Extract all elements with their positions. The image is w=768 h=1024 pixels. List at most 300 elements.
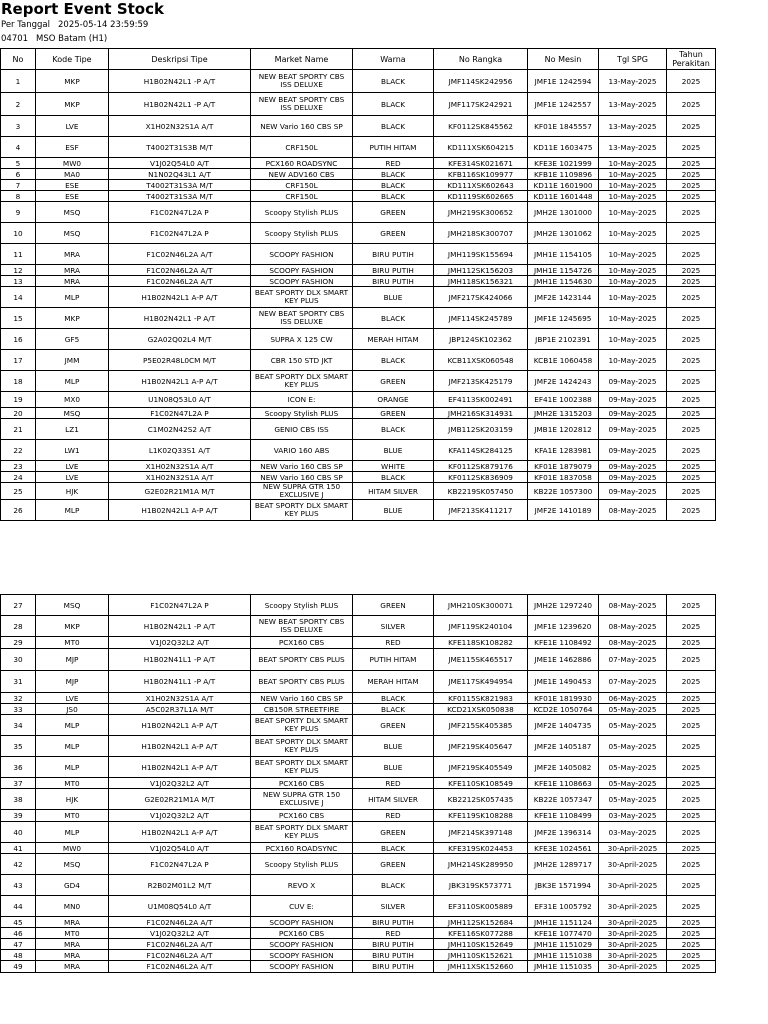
cell-no: 44 <box>1 896 36 917</box>
cell-market-name: PCX160 CBS <box>251 778 353 789</box>
table-row <box>1 896 716 917</box>
cell-market-name: PCX160 ROADSYNC <box>251 158 353 169</box>
cell-no-rangka: KFB116SK109977 <box>434 169 528 180</box>
cell-warna: GREEN <box>353 202 434 223</box>
cell-kode-tipe: MSQ <box>36 202 109 223</box>
cell-warna: RED <box>353 778 434 789</box>
cell-market-name: BEAT SPORTY CBS PLUS <box>251 671 353 693</box>
cell-no: 27 <box>1 595 36 616</box>
cell-no-rangka: JBP124SK102362 <box>434 329 528 350</box>
cell-no-rangka: KFE116SK077288 <box>434 928 528 939</box>
dealer-line <box>1 34 115 44</box>
cell-no-rangka: KD111XSK604215 <box>434 137 528 158</box>
cell-deskripsi-tipe: C1M02N42S2 A/T <box>109 419 251 440</box>
cell-no-mesin: KF01E 1845557 <box>528 116 599 137</box>
cell-kode-tipe: MT0 <box>36 928 109 939</box>
cell-kode-tipe: MRA <box>36 244 109 265</box>
cell-tgl-spg: 05-May-2025 <box>599 704 667 715</box>
cell-market-name: CRF150L <box>251 180 353 191</box>
cell-market-name: PCX160 CBS <box>251 810 353 822</box>
cell-no: 3 <box>1 116 36 137</box>
cell-tgl-spg: 05-May-2025 <box>599 736 667 757</box>
cell-market-name: BEAT SPORTY DLX SMART KEY PLUS <box>251 715 353 736</box>
cell-no-rangka: JMF219SK405549 <box>434 757 528 778</box>
cell-no-mesin: KFA1E 1283981 <box>528 440 599 461</box>
table-row <box>1 408 716 419</box>
cell-warna: BLACK <box>353 70 434 93</box>
cell-deskripsi-tipe: F1C02N46L2A A/T <box>109 939 251 950</box>
cell-tgl-spg: 10-May-2025 <box>599 350 667 371</box>
cell-deskripsi-tipe: H1B02N42L1 -P A/T <box>109 93 251 116</box>
cell-no-mesin: KB22E 1057347 <box>528 789 599 810</box>
cell-deskripsi-tipe: R2B02M01L2 M/T <box>109 875 251 896</box>
cell-no-rangka: KFE118SK108282 <box>434 637 528 649</box>
cell-tgl-spg: 05-May-2025 <box>599 715 667 736</box>
cell-warna: BLACK <box>353 419 434 440</box>
cell-no: 37 <box>1 778 36 789</box>
cell-deskripsi-tipe: V1J02Q32L2 A/T <box>109 778 251 789</box>
cell-tahun-perakitan: 2025 <box>667 70 716 93</box>
cell-no-rangka: JMH118SK156321 <box>434 276 528 287</box>
cell-no-rangka: EF3110SK005889 <box>434 896 528 917</box>
cell-deskripsi-tipe: G2E02R21M1A M/T <box>109 789 251 810</box>
cell-warna: GREEN <box>353 822 434 843</box>
cell-market-name: Scoopy Stylish PLUS <box>251 595 353 616</box>
table-row <box>1 287 716 308</box>
column-header-market-name: Market Name <box>251 49 353 70</box>
cell-tgl-spg: 30-April-2025 <box>599 928 667 939</box>
cell-no-mesin: JMF2E 1424243 <box>528 371 599 392</box>
table-row <box>1 461 716 472</box>
cell-warna: MERAH HITAM <box>353 671 434 693</box>
cell-no-mesin: JMH1E 1154105 <box>528 244 599 265</box>
cell-warna: BLACK <box>353 93 434 116</box>
cell-tahun-perakitan: 2025 <box>667 637 716 649</box>
cell-no: 14 <box>1 287 36 308</box>
cell-kode-tipe: MLP <box>36 371 109 392</box>
cell-tgl-spg: 30-April-2025 <box>599 854 667 875</box>
cell-no: 31 <box>1 671 36 693</box>
cell-no-mesin: KD11E 1601448 <box>528 191 599 202</box>
cell-market-name: VARIO 160 ABS <box>251 440 353 461</box>
table-row <box>1 500 716 521</box>
cell-no-rangka: JMF117SK242921 <box>434 93 528 116</box>
cell-tgl-spg: 10-May-2025 <box>599 180 667 191</box>
cell-market-name: PCX160 CBS <box>251 637 353 649</box>
cell-no: 26 <box>1 500 36 521</box>
cell-no: 18 <box>1 371 36 392</box>
cell-market-name: NEW SUPRA GTR 150 EXCLUSIVE J <box>251 789 353 810</box>
cell-no: 34 <box>1 715 36 736</box>
cell-market-name: Scoopy Stylish PLUS <box>251 854 353 875</box>
cell-deskripsi-tipe: G2A02Q02L4 M/T <box>109 329 251 350</box>
table-row <box>1 875 716 896</box>
cell-kode-tipe: LVE <box>36 461 109 472</box>
cell-tahun-perakitan: 2025 <box>667 419 716 440</box>
cell-tahun-perakitan: 2025 <box>667 180 716 191</box>
cell-no: 36 <box>1 757 36 778</box>
stock-table-page-1 <box>0 48 716 521</box>
cell-market-name: NEW BEAT SPORTY CBS ISS DELUXE <box>251 308 353 329</box>
cell-no-mesin: KF01E 1879079 <box>528 461 599 472</box>
cell-tahun-perakitan: 2025 <box>667 169 716 180</box>
cell-tahun-perakitan: 2025 <box>667 649 716 671</box>
cell-tgl-spg: 30-April-2025 <box>599 950 667 961</box>
cell-no: 13 <box>1 276 36 287</box>
table-row <box>1 276 716 287</box>
cell-market-name: NEW BEAT SPORTY CBS ISS DELUXE <box>251 616 353 637</box>
cell-no: 41 <box>1 843 36 854</box>
cell-no-mesin: JMF2E 1423144 <box>528 287 599 308</box>
cell-deskripsi-tipe: L1K02Q33S1 A/T <box>109 440 251 461</box>
cell-no: 9 <box>1 202 36 223</box>
cell-warna: BLACK <box>353 693 434 704</box>
cell-no-mesin: KF01E 1819930 <box>528 693 599 704</box>
cell-market-name: PCX160 ROADSYNC <box>251 843 353 854</box>
cell-warna: RED <box>353 810 434 822</box>
cell-tahun-perakitan: 2025 <box>667 715 716 736</box>
date-label: Per Tanggal <box>1 20 50 30</box>
cell-tahun-perakitan: 2025 <box>667 704 716 715</box>
cell-market-name: BEAT SPORTY DLX SMART KEY PLUS <box>251 822 353 843</box>
cell-tgl-spg: 08-May-2025 <box>599 616 667 637</box>
cell-warna: BIRU PUTIH <box>353 950 434 961</box>
cell-market-name: BEAT SPORTY DLX SMART KEY PLUS <box>251 371 353 392</box>
cell-no-mesin: JMH1E 1151038 <box>528 950 599 961</box>
cell-warna: BLUE <box>353 757 434 778</box>
cell-kode-tipe: MKP <box>36 93 109 116</box>
cell-tgl-spg: 09-May-2025 <box>599 408 667 419</box>
table-row <box>1 93 716 116</box>
cell-market-name: Scoopy Stylish PLUS <box>251 408 353 419</box>
cell-tahun-perakitan: 2025 <box>667 595 716 616</box>
cell-warna: BLACK <box>353 191 434 202</box>
cell-tgl-spg: 10-May-2025 <box>599 287 667 308</box>
cell-no: 30 <box>1 649 36 671</box>
cell-deskripsi-tipe: V1J02Q54L0 A/T <box>109 843 251 854</box>
cell-kode-tipe: MRA <box>36 961 109 973</box>
cell-warna: HITAM SILVER <box>353 789 434 810</box>
cell-no-rangka: JMF215SK405385 <box>434 715 528 736</box>
cell-kode-tipe: MRA <box>36 276 109 287</box>
cell-tahun-perakitan: 2025 <box>667 287 716 308</box>
cell-tgl-spg: 30-April-2025 <box>599 939 667 950</box>
cell-no-rangka: JMF219SK405647 <box>434 736 528 757</box>
cell-kode-tipe: MRA <box>36 265 109 276</box>
cell-tahun-perakitan: 2025 <box>667 371 716 392</box>
cell-market-name: NEW SUPRA GTR 150 EXCLUSIVE J <box>251 483 353 500</box>
cell-market-name: GENIO CBS ISS <box>251 419 353 440</box>
cell-market-name: NEW BEAT SPORTY CBS ISS DELUXE <box>251 93 353 116</box>
cell-kode-tipe: MLP <box>36 500 109 521</box>
table-row <box>1 371 716 392</box>
cell-no-rangka: KFE110SK108549 <box>434 778 528 789</box>
cell-no-mesin: KFE1E 1077470 <box>528 928 599 939</box>
table-row <box>1 169 716 180</box>
table-row <box>1 472 716 483</box>
cell-warna: PUTIH HITAM <box>353 137 434 158</box>
cell-no-rangka: KD1119SK602665 <box>434 191 528 202</box>
cell-warna: ORANGE <box>353 392 434 408</box>
cell-no-rangka: JMF119SK240104 <box>434 616 528 637</box>
cell-market-name: BEAT SPORTY DLX SMART KEY PLUS <box>251 500 353 521</box>
cell-warna: BLUE <box>353 440 434 461</box>
cell-deskripsi-tipe: X1H02N32S1A A/T <box>109 116 251 137</box>
cell-warna: BLUE <box>353 736 434 757</box>
column-header-kode-tipe: Kode Tipe <box>36 49 109 70</box>
cell-kode-tipe: MW0 <box>36 843 109 854</box>
cell-tahun-perakitan: 2025 <box>667 202 716 223</box>
report-date-line <box>1 20 156 30</box>
cell-no-rangka: KFA114SK284125 <box>434 440 528 461</box>
table-row <box>1 392 716 408</box>
cell-tahun-perakitan: 2025 <box>667 461 716 472</box>
cell-kode-tipe: MT0 <box>36 810 109 822</box>
cell-tgl-spg: 30-April-2025 <box>599 961 667 973</box>
cell-no-mesin: JMB1E 1202812 <box>528 419 599 440</box>
cell-deskripsi-tipe: V1J02Q32L2 A/T <box>109 928 251 939</box>
cell-no-mesin: JMH1E 1151124 <box>528 917 599 928</box>
cell-tgl-spg: 03-May-2025 <box>599 822 667 843</box>
cell-warna: BLACK <box>353 843 434 854</box>
cell-market-name: CRF150L <box>251 137 353 158</box>
table-row <box>1 928 716 939</box>
table-row <box>1 116 716 137</box>
cell-no: 22 <box>1 440 36 461</box>
cell-tgl-spg: 08-May-2025 <box>599 637 667 649</box>
cell-tgl-spg: 08-May-2025 <box>599 500 667 521</box>
cell-no: 49 <box>1 961 36 973</box>
cell-market-name: BEAT SPORTY DLX SMART KEY PLUS <box>251 287 353 308</box>
column-header-warna: Warna <box>353 49 434 70</box>
cell-tahun-perakitan: 2025 <box>667 500 716 521</box>
cell-tahun-perakitan: 2025 <box>667 843 716 854</box>
cell-no: 25 <box>1 483 36 500</box>
cell-kode-tipe: LW1 <box>36 440 109 461</box>
table-body <box>1 70 716 521</box>
cell-tgl-spg: 10-May-2025 <box>599 265 667 276</box>
cell-no-rangka: JMH218SK300707 <box>434 223 528 244</box>
cell-warna: RED <box>353 928 434 939</box>
cell-no-mesin: JMF1E 1239620 <box>528 616 599 637</box>
table-row <box>1 939 716 950</box>
cell-market-name: SCOOPY FASHION <box>251 244 353 265</box>
cell-warna: BLACK <box>353 875 434 896</box>
cell-market-name: SCOOPY FASHION <box>251 917 353 928</box>
cell-tahun-perakitan: 2025 <box>667 928 716 939</box>
cell-deskripsi-tipe: F1C02N46L2A A/T <box>109 950 251 961</box>
cell-tgl-spg: 09-May-2025 <box>599 392 667 408</box>
cell-deskripsi-tipe: H1B02N42L1 A-P A/T <box>109 500 251 521</box>
cell-no: 8 <box>1 191 36 202</box>
cell-market-name: BEAT SPORTY DLX SMART KEY PLUS <box>251 736 353 757</box>
cell-warna: SILVER <box>353 896 434 917</box>
cell-deskripsi-tipe: F1C02N47L2A P <box>109 408 251 419</box>
cell-no-mesin: KFB1E 1109896 <box>528 169 599 180</box>
cell-tahun-perakitan: 2025 <box>667 616 716 637</box>
cell-no: 16 <box>1 329 36 350</box>
cell-warna: BIRU PUTIH <box>353 917 434 928</box>
cell-no: 24 <box>1 472 36 483</box>
cell-tahun-perakitan: 2025 <box>667 308 716 329</box>
table-row <box>1 637 716 649</box>
cell-tahun-perakitan: 2025 <box>667 854 716 875</box>
cell-deskripsi-tipe: T4002T31S3B M/T <box>109 137 251 158</box>
table-row <box>1 483 716 500</box>
cell-no-rangka: KB2212SK057435 <box>434 789 528 810</box>
report-title: Report Event Stock <box>1 0 164 18</box>
cell-no-mesin: JMF2E 1405187 <box>528 736 599 757</box>
cell-tahun-perakitan: 2025 <box>667 265 716 276</box>
cell-no-mesin: JMH1E 1151035 <box>528 961 599 973</box>
cell-no-rangka: JMF213SK425179 <box>434 371 528 392</box>
cell-tgl-spg: 30-April-2025 <box>599 875 667 896</box>
cell-warna: GREEN <box>353 595 434 616</box>
cell-tahun-perakitan: 2025 <box>667 778 716 789</box>
cell-market-name: SCOOPY FASHION <box>251 961 353 973</box>
cell-deskripsi-tipe: F1C02N46L2A A/T <box>109 917 251 928</box>
cell-tahun-perakitan: 2025 <box>667 961 716 973</box>
cell-market-name: SCOOPY FASHION <box>251 265 353 276</box>
cell-no-mesin: KFE3E 1024561 <box>528 843 599 854</box>
cell-no: 19 <box>1 392 36 408</box>
cell-tgl-spg: 13-May-2025 <box>599 93 667 116</box>
cell-no-rangka: JMH110SK152649 <box>434 939 528 950</box>
cell-warna: HITAM SILVER <box>353 483 434 500</box>
cell-kode-tipe: MX0 <box>36 392 109 408</box>
cell-warna: GREEN <box>353 715 434 736</box>
stock-table-page-2 <box>0 594 716 973</box>
cell-tgl-spg: 13-May-2025 <box>599 116 667 137</box>
table-row <box>1 595 716 616</box>
cell-no-mesin: KCD2E 1050764 <box>528 704 599 715</box>
cell-no-rangka: KF0112SK845562 <box>434 116 528 137</box>
cell-tgl-spg: 07-May-2025 <box>599 671 667 693</box>
cell-deskripsi-tipe: P5E02R48L0CM M/T <box>109 350 251 371</box>
cell-no-mesin: KFE1E 1108492 <box>528 637 599 649</box>
cell-no-mesin: KFE1E 1108499 <box>528 810 599 822</box>
cell-no-mesin: JBP1E 2102391 <box>528 329 599 350</box>
cell-kode-tipe: ESE <box>36 180 109 191</box>
cell-no-mesin: KF01E 1837058 <box>528 472 599 483</box>
cell-no-rangka: JME115SK465517 <box>434 649 528 671</box>
cell-no: 10 <box>1 223 36 244</box>
cell-tahun-perakitan: 2025 <box>667 276 716 287</box>
cell-market-name: CBR 150 STD JKT <box>251 350 353 371</box>
cell-no: 42 <box>1 854 36 875</box>
cell-deskripsi-tipe: H1B02N42L1 A-P A/T <box>109 287 251 308</box>
cell-warna: GREEN <box>353 408 434 419</box>
cell-market-name: CB150R STREETFIRE <box>251 704 353 715</box>
cell-tgl-spg: 10-May-2025 <box>599 223 667 244</box>
cell-tgl-spg: 06-May-2025 <box>599 693 667 704</box>
cell-deskripsi-tipe: V1J02Q32L2 A/T <box>109 810 251 822</box>
cell-deskripsi-tipe: U1M08Q54L0 A/T <box>109 896 251 917</box>
cell-deskripsi-tipe: H1B02N42L1 A-P A/T <box>109 715 251 736</box>
cell-deskripsi-tipe: V1J02Q32L2 A/T <box>109 637 251 649</box>
table-row <box>1 419 716 440</box>
cell-market-name: NEW Vario 160 CBS SP <box>251 472 353 483</box>
table-row <box>1 440 716 461</box>
cell-no: 48 <box>1 950 36 961</box>
cell-tgl-spg: 05-May-2025 <box>599 789 667 810</box>
cell-deskripsi-tipe: F1C02N47L2A P <box>109 202 251 223</box>
cell-market-name: NEW ADV160 CBS <box>251 169 353 180</box>
table-header-row <box>1 49 716 70</box>
cell-no: 6 <box>1 169 36 180</box>
cell-no: 33 <box>1 704 36 715</box>
cell-deskripsi-tipe: F1C02N47L2A P <box>109 223 251 244</box>
cell-market-name: SCOOPY FASHION <box>251 276 353 287</box>
cell-no-rangka: KF0112SK836909 <box>434 472 528 483</box>
cell-kode-tipe: LVE <box>36 116 109 137</box>
table-row <box>1 308 716 329</box>
cell-no-mesin: JMF2E 1405082 <box>528 757 599 778</box>
cell-no: 43 <box>1 875 36 896</box>
cell-no-rangka: JMH214SK289950 <box>434 854 528 875</box>
cell-no-mesin: JBK3E 1571994 <box>528 875 599 896</box>
cell-no: 39 <box>1 810 36 822</box>
cell-tgl-spg: 09-May-2025 <box>599 440 667 461</box>
cell-market-name: SCOOPY FASHION <box>251 950 353 961</box>
cell-kode-tipe: MLP <box>36 287 109 308</box>
cell-warna: BLACK <box>353 308 434 329</box>
cell-market-name: NEW Vario 160 CBS SP <box>251 116 353 137</box>
cell-tahun-perakitan: 2025 <box>667 875 716 896</box>
cell-tahun-perakitan: 2025 <box>667 789 716 810</box>
cell-warna: SILVER <box>353 616 434 637</box>
dealer-code: 04701 <box>1 34 29 44</box>
cell-warna: BIRU PUTIH <box>353 265 434 276</box>
cell-no: 47 <box>1 939 36 950</box>
cell-tahun-perakitan: 2025 <box>667 116 716 137</box>
cell-no: 1 <box>1 70 36 93</box>
cell-market-name: NEW Vario 160 CBS SP <box>251 461 353 472</box>
cell-deskripsi-tipe: H1B02N42L1 A-P A/T <box>109 757 251 778</box>
cell-deskripsi-tipe: H1B02N41L1 -P A/T <box>109 671 251 693</box>
cell-market-name: PCX160 CBS <box>251 928 353 939</box>
table-row <box>1 757 716 778</box>
cell-deskripsi-tipe: A5C02R37L1A M/T <box>109 704 251 715</box>
cell-no-rangka: JBK319SK573771 <box>434 875 528 896</box>
cell-no: 29 <box>1 637 36 649</box>
cell-tgl-spg: 08-May-2025 <box>599 595 667 616</box>
cell-deskripsi-tipe: T4002T31S3A M/T <box>109 191 251 202</box>
cell-no-rangka: JMH210SK300071 <box>434 595 528 616</box>
cell-warna: BIRU PUTIH <box>353 276 434 287</box>
cell-warna: BLACK <box>353 169 434 180</box>
cell-tahun-perakitan: 2025 <box>667 671 716 693</box>
cell-tahun-perakitan: 2025 <box>667 440 716 461</box>
table-row <box>1 736 716 757</box>
cell-kode-tipe: MN0 <box>36 896 109 917</box>
cell-deskripsi-tipe: X1H02N32S1A A/T <box>109 461 251 472</box>
cell-no-rangka: JMH11XSK152660 <box>434 961 528 973</box>
cell-deskripsi-tipe: N1N02Q43L1 A/T <box>109 169 251 180</box>
cell-tahun-perakitan: 2025 <box>667 223 716 244</box>
cell-tgl-spg: 10-May-2025 <box>599 244 667 265</box>
cell-warna: BLACK <box>353 350 434 371</box>
table-row <box>1 191 716 202</box>
cell-no-rangka: KD111XSK602643 <box>434 180 528 191</box>
cell-no-mesin: KCB1E 1060458 <box>528 350 599 371</box>
cell-tgl-spg: 09-May-2025 <box>599 483 667 500</box>
cell-kode-tipe: MSQ <box>36 223 109 244</box>
cell-market-name: CRF150L <box>251 191 353 202</box>
column-header-tgl-spg: Tgl SPG <box>599 49 667 70</box>
table-row <box>1 810 716 822</box>
cell-kode-tipe: JMM <box>36 350 109 371</box>
